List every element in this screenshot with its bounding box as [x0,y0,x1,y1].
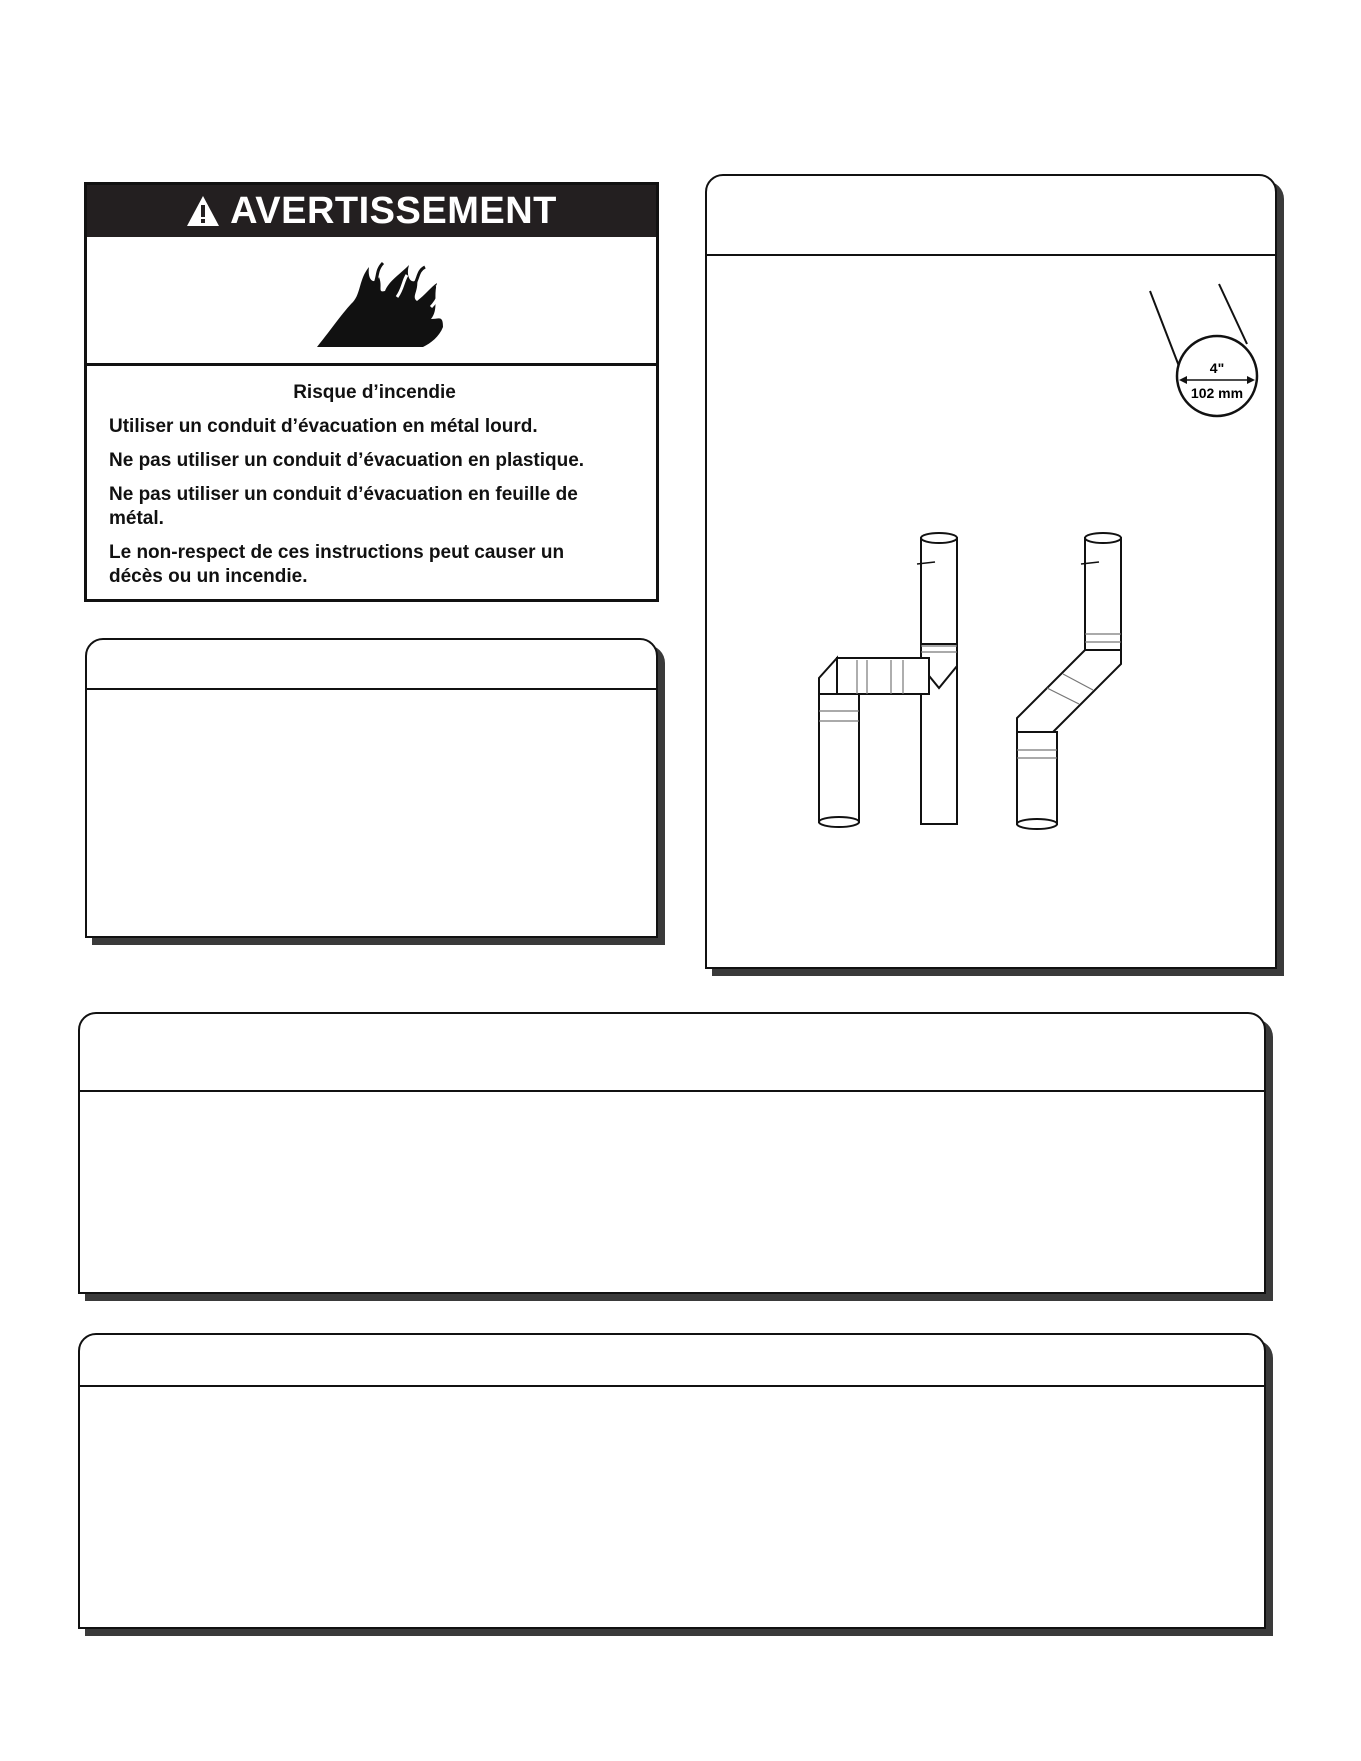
middle-panel-header [80,1014,1264,1092]
dimension-in-label: 4" [1209,360,1225,376]
duct-diameter-illustration [1150,284,1257,416]
warning-triangle-icon [186,194,220,228]
bottom-panel [78,1333,1266,1629]
warning-line-3: Ne pas utiliser un conduit d’évacuation en feuille de métal. [109,484,578,529]
warning-line-1: Utiliser un conduit d’évacuation en métal lourd. [109,416,538,437]
duct-offset-elbow-left [819,533,957,827]
bottom-panel-header [80,1335,1264,1387]
duct-panel [705,174,1277,969]
warning-box [84,182,659,602]
warning-icon-row [87,237,656,366]
dimension-mm-label: 102 mm [1190,385,1244,401]
duct-diagram [707,176,1279,971]
warning-line-4: Le non-respect de ces instructions peut causer un décès ou un incendie. [109,542,565,587]
warning-text [109,381,640,599]
duct-angled-offset-right [1017,533,1121,829]
warning-risk-title: Risque d’incendie [293,382,456,403]
left-panel-header [87,640,656,690]
middle-panel [78,1012,1266,1294]
left-panel [85,638,658,938]
warning-banner-label: AVERTISSEMENT [230,189,557,232]
warning-line-2: Ne pas utiliser un conduit d’évacuation en plastique. [109,450,585,471]
warning-banner [87,185,656,237]
fire-icon [313,257,445,349]
